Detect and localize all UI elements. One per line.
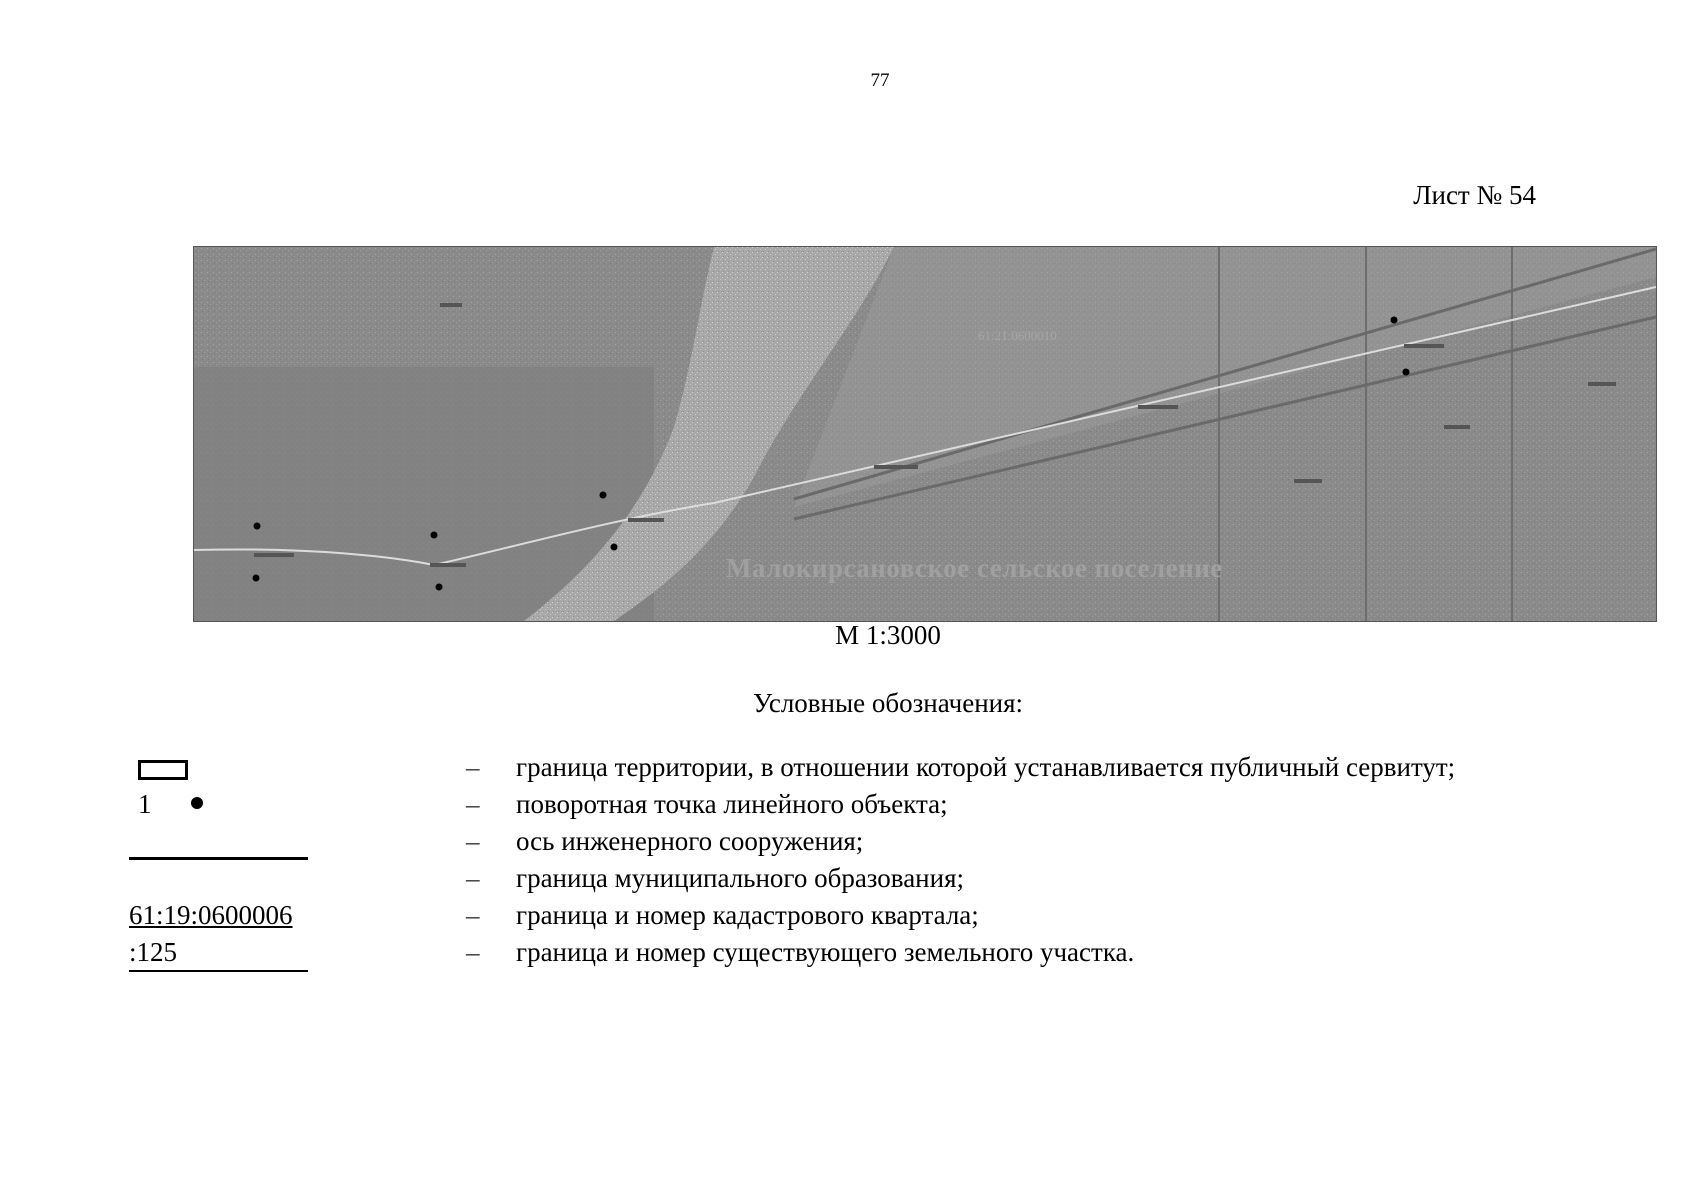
legend-description: граница и номер кадастрового квартала; [516,900,979,930]
page-number: 77 [870,70,890,91]
legend-row-cadastral-quarter [0,900,1698,938]
map-scale: М 1:3000 [835,620,941,650]
legend-symbol-quarter-code: 61:19:0600006 [129,900,293,930]
sheet-title: Лист № 54 [1413,180,1536,210]
legend-symbol-line [129,857,308,860]
legend-symbol-rectangle [138,760,188,780]
legend-dash: – [466,752,480,782]
legend-dash: – [466,900,480,930]
legend-row-turning-point [0,789,1698,827]
legend-point-number: 1 [138,789,152,819]
legend-row-land-parcel [0,937,1698,975]
legend-dash: – [466,826,480,856]
legend-symbol-parcel-code: :125 [129,937,178,967]
legend-dash: – [466,789,480,819]
legend-row-servitude-boundary [0,752,1698,790]
legend-dash: – [466,937,480,967]
map-quarter-label: 61:21:0600010 [978,328,1057,343]
legend-description: граница и номер существующего земельного участка. [516,937,1135,967]
legend-description: ось инженерного сооружения; [516,826,864,856]
legend-description: граница территории, в отношении которой устанавливается публичный сервитут; [516,752,1456,782]
legend-symbol-parcel-underline [129,970,308,972]
legend-description: поворотная точка линейного объекта; [516,789,948,819]
legend-dash: – [466,863,480,893]
legend-row-municipal-boundary [0,863,1698,901]
legend-description: граница муниципального образования; [516,863,965,893]
legend-symbol-point [191,797,203,809]
map-settlement-label: Малокирсановское сельское поселение [726,553,1223,583]
legend-title: Условные обозначения: [752,688,1024,718]
